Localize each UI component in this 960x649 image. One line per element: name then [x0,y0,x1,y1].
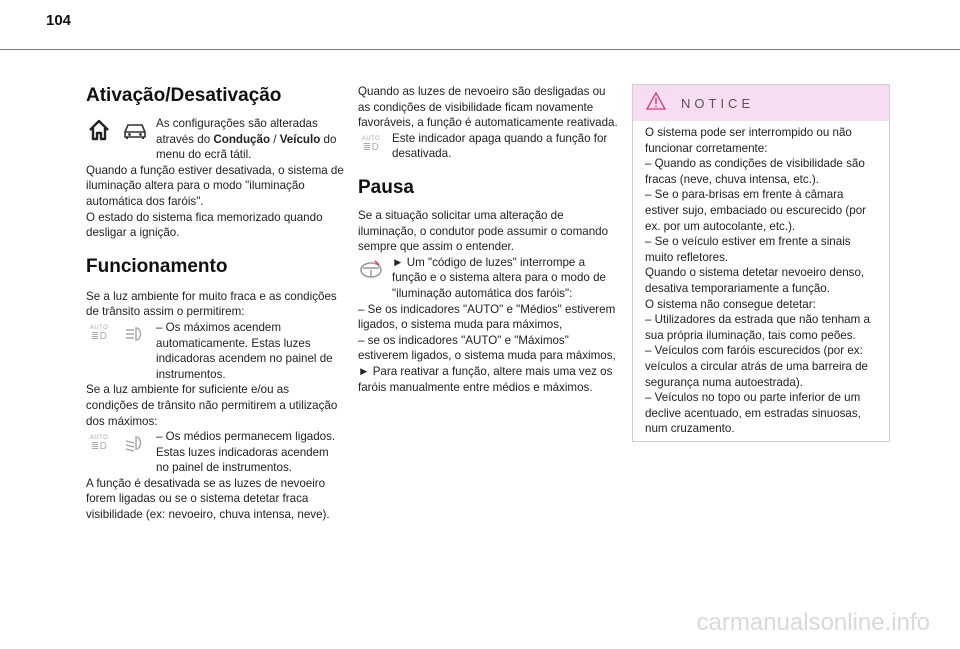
column-middle [358,84,618,395]
notice-line: Quando o sistema detetar nevoeiro denso, desativa temporariamente a função. [645,266,865,295]
list-item: – Se os indicadores "AUTO" e "Médios" estiverem ligados, o sistema muda para máximos, [358,302,616,332]
low-beam-icon [122,431,148,455]
section-activation [86,84,344,241]
high-beam-icon [122,322,148,346]
low-beam-text: – Os médios permanecem ligados. Estas luzes indicadoras acendem no painel de instrumentos. [156,430,336,475]
high-beam-text: – Os máximos acendem automaticamente. Estas luzes indicadoras acendem no painel de instrumentos. [156,320,333,381]
indicator-off-text: Este indicador apaga quando a função for desativada. [392,131,608,161]
notice-line: – Quando as condições de visibilidade são fracas (neve, chuva intensa, etc.). [645,157,865,186]
column-left [86,84,344,523]
notice-line: – Se o veículo estiver em frente a sinais muito refletores. [645,235,851,264]
notice-line: – Veículos no topo ou parte inferior de um declive acentuado, em estradas sinuosas, num cruzamento. [645,391,861,436]
high-beam-row [86,320,344,382]
indicator-icons [86,320,148,346]
notice-line: – Utilizadores da estrada que não tenham a sua própria iluminação, tais como peões. [645,313,870,342]
section-title-activation: Ativação/Desativação [86,85,282,106]
section-title-pause: Pausa [358,176,414,198]
section-operation [86,255,344,523]
home-icon [86,118,112,142]
paragraph: Se a situação solicitar uma alteração de iluminação, o condutor pode assumir o comando sempre que assim o entender. [358,208,609,254]
section-pause [358,176,618,395]
notice-line: – Se o para-brisas em frente à câmara estiver sujo, embaciado ou escurecido (por ex. por um autocolante, etc.). [645,188,867,233]
paragraph: Quando as luzes de nevoeiro são desligadas ou as condições de visibilidade ficam novamente favoráveis, a função é automaticamente reativada. [358,85,618,130]
notice-title: NOTICE [681,95,755,111]
auto-lights-icon: AUTO ≣D [361,136,381,154]
notice-line: O sistema pode ser interrompido ou não funcionar corretamente: [645,126,852,155]
settings-path-text: As configurações são alteradas através do Condução / Veículo do menu do ecrã tátil. [156,117,337,162]
steering-icons [358,255,384,281]
notice-body [633,121,889,437]
paragraph: A função é desativada se as luzes de nevoeiro forem ligadas ou se o sistema detetar fraca visibilidade (ex: nevoeiro, chuva intensa, neve). [86,476,330,522]
list-item: ► Para reativar a função, altere mais uma vez os faróis manualmente entre médios e máximos. [358,364,613,394]
auto-lights-icon: AUTO ≣D [89,325,109,343]
menu-conducao: Condução [213,132,271,146]
indicator-off-row [358,131,618,162]
page-number: 104 [46,12,72,29]
flash-row [358,255,618,302]
indicator-icons [358,131,384,157]
notice-line: – Veículos com faróis escurecidos (por ex: veículos a circular atrás de uma barreira de segurança numa autoestrada). [645,344,868,389]
section-title-operation: Funcionamento [86,255,228,277]
steering-wheel-icon [358,257,384,281]
indicator-icons [86,429,148,455]
settings-path-row [86,116,344,163]
notice-header [633,85,889,121]
watermark: carmanualsonline.info [696,609,930,636]
auto-lights-icon: AUTO ≣D [89,434,109,452]
paragraph: Quando a função estiver desativada, o sistema de iluminação altera para o modo "iluminação automática dos faróis". [86,163,344,208]
list-item: – se os indicadores "AUTO" e "Máximos" estiverem ligados, o sistema muda para máximos, [358,333,616,363]
notice-line: O sistema não consegue detetar: [645,297,816,311]
paragraph: Se a luz ambiente for suficiente e/ou as condições de trânsito não permitirem a utilização dos máximos: [86,383,338,428]
header-divider [0,49,960,50]
paragraph: Se a luz ambiente for muito fraca e as condições de trânsito assim o permitirem: [86,289,337,319]
car-icon [122,118,148,142]
paragraph: O estado do sistema fica memorizado quando desligar a ignição. [86,210,323,240]
warning-triangle-icon [645,91,667,116]
menu-veiculo: Veículo [279,132,321,146]
notice-box [632,84,890,442]
settings-icons [86,116,148,142]
flash-text: ► Um "código de luzes" interrompe a função e o sistema altera para o modo de "iluminação automática dos faróis": [392,255,606,300]
low-beam-row [86,429,344,476]
